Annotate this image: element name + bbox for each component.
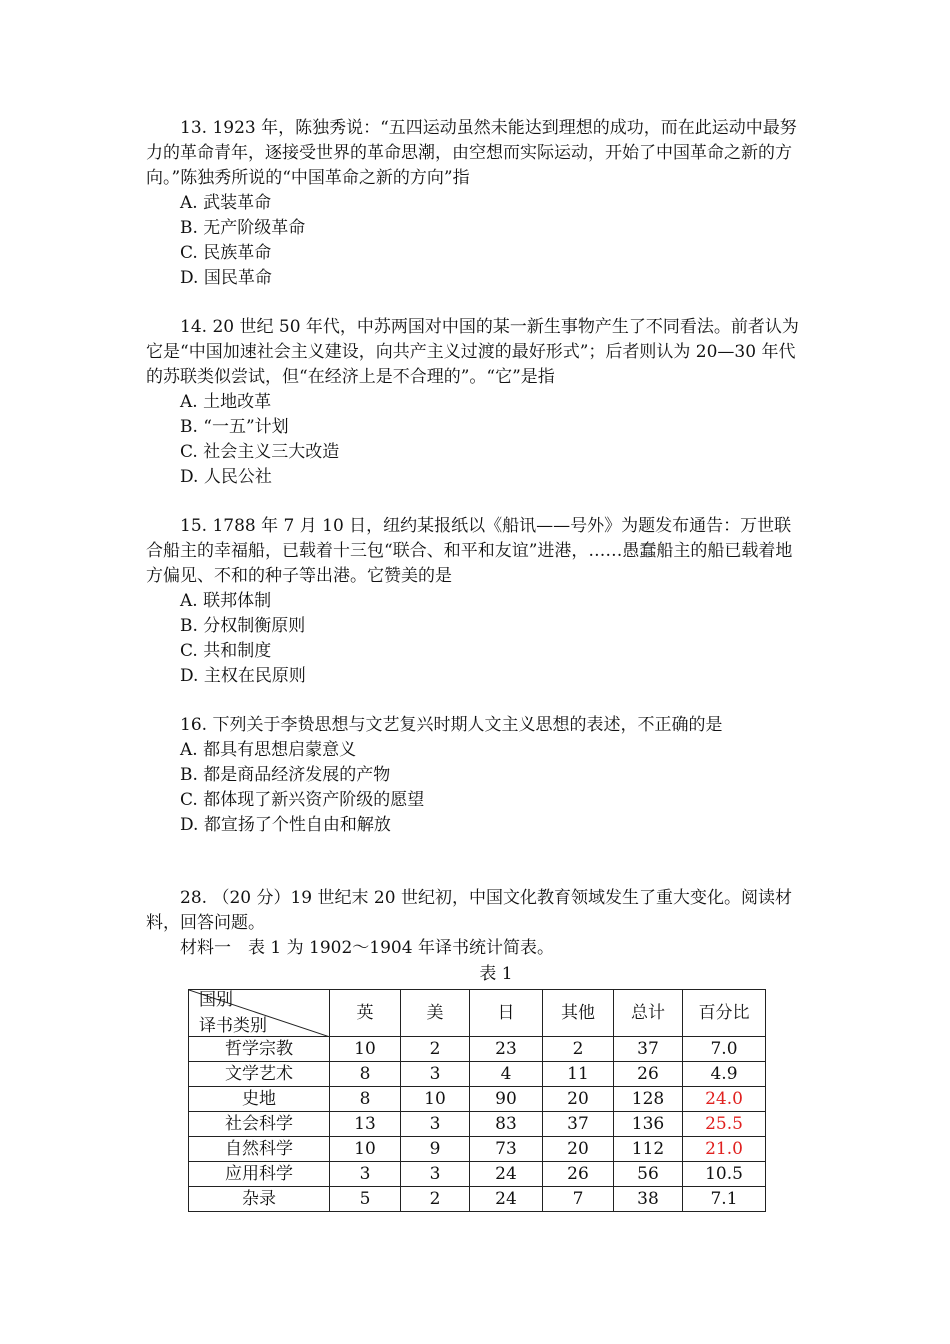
table-row [189, 1062, 766, 1087]
table-cell: 24 [470, 1162, 543, 1187]
table-cell: 13 [330, 1112, 401, 1137]
question-stem: 14. 20 世纪 50 年代，中苏两国对中国的某一新生事物产生了不同看法。前者认为它是“中国加速社会主义建设，向共产主义过渡的最好形式”；后者则认为 20—30 年代的苏联类似尝试，但“在经济上是不合理的”。“它”是指 [146, 317, 799, 387]
table-cell: 2 [543, 1037, 614, 1062]
material-one: 材料一 表 1 为 1902～1904 年译书统计简表。 [180, 938, 554, 958]
option-c: C. 共和制度 [180, 641, 272, 661]
table-cell: 26 [614, 1062, 683, 1087]
table-cell: 11 [543, 1062, 614, 1087]
table-cell: 8 [330, 1062, 401, 1087]
option-d: D. 人民公社 [180, 467, 272, 487]
table-row [189, 1187, 766, 1212]
table-cell: 3 [330, 1162, 401, 1187]
question-stem: 16. 下列关于李贽思想与文艺复兴时期人文主义思想的表述，不正确的是 [180, 715, 723, 735]
table-cell: 10.5 [683, 1162, 766, 1187]
table-cell: 2 [401, 1187, 470, 1212]
option-c: C. 都体现了新兴资产阶级的愿望 [180, 790, 425, 810]
question-14 [146, 315, 806, 490]
table-cell: 56 [614, 1162, 683, 1187]
column-header: 百分比 [683, 990, 766, 1037]
row-label: 自然科学 [189, 1137, 330, 1162]
column-header: 总计 [614, 990, 683, 1037]
row-label: 杂录 [189, 1187, 330, 1212]
question-28 [146, 886, 806, 961]
table-cell: 10 [330, 1037, 401, 1062]
option-a: A. 土地改革 [180, 392, 272, 412]
table-cell: 112 [614, 1137, 683, 1162]
table-cell: 37 [614, 1037, 683, 1062]
table-header-row [189, 990, 766, 1037]
table-cell: 3 [401, 1112, 470, 1137]
table-cell: 23 [470, 1037, 543, 1062]
table-cell: 83 [470, 1112, 543, 1137]
table-cell: 9 [401, 1137, 470, 1162]
table-cell: 4.9 [683, 1062, 766, 1087]
question-15 [146, 514, 806, 689]
table-cell: 24 [470, 1187, 543, 1212]
diagonal-header-cell [189, 990, 330, 1037]
table-row [189, 1037, 766, 1062]
row-label: 文学艺术 [189, 1062, 330, 1087]
option-b: B. 分权制衡原则 [180, 616, 306, 636]
table-cell: 10 [401, 1087, 470, 1112]
header-category: 译书类别 [199, 1016, 267, 1036]
column-header: 美 [401, 990, 470, 1037]
header-country: 国别 [199, 990, 233, 1010]
table-row [189, 1162, 766, 1187]
row-label: 应用科学 [189, 1162, 330, 1187]
column-header: 日 [470, 990, 543, 1037]
row-label: 史地 [189, 1087, 330, 1112]
table-cell: 7.0 [683, 1037, 766, 1062]
table-cell: 25.5 [683, 1112, 766, 1137]
table-cell: 2 [401, 1037, 470, 1062]
option-b: B. 都是商品经济发展的产物 [180, 765, 391, 785]
table-caption: 表 1 [479, 964, 513, 984]
table-cell: 8 [330, 1087, 401, 1112]
option-d: D. 都宣扬了个性自由和解放 [180, 815, 391, 835]
option-d: D. 国民革命 [180, 268, 272, 288]
table-cell: 21.0 [683, 1137, 766, 1162]
table-body [189, 1037, 766, 1212]
translation-stats-table [188, 989, 766, 1212]
table-cell: 128 [614, 1087, 683, 1112]
table-row [189, 1087, 766, 1112]
table-cell: 3 [401, 1062, 470, 1087]
table-cell: 73 [470, 1137, 543, 1162]
option-c: C. 民族革命 [180, 243, 272, 263]
table-cell: 4 [470, 1062, 543, 1087]
option-c: C. 社会主义三大改造 [180, 442, 340, 462]
option-a: A. 联邦体制 [180, 591, 272, 611]
table-cell: 7.1 [683, 1187, 766, 1212]
option-a: A. 都具有思想启蒙意义 [180, 740, 357, 760]
table-cell: 136 [614, 1112, 683, 1137]
table-cell: 20 [543, 1137, 614, 1162]
table-row [189, 1112, 766, 1137]
row-label: 社会科学 [189, 1112, 330, 1137]
option-d: D. 主权在民原则 [180, 666, 306, 686]
table-cell: 7 [543, 1187, 614, 1212]
question-13 [146, 116, 806, 291]
question-stem: 13. 1923 年，陈独秀说：“五四运动虽然未能达到理想的成功，而在此运动中最努力的革命青年，逐接受世界的革命思潮，由空想而实际运动，开始了中国革命之新的方向。”陈独秀所说的“中国革命之新的方向”指 [146, 118, 797, 188]
table-cell: 24.0 [683, 1087, 766, 1112]
table-cell: 5 [330, 1187, 401, 1212]
option-a: A. 武装革命 [180, 193, 272, 213]
question-16 [146, 713, 806, 838]
column-header: 其他 [543, 990, 614, 1037]
question-stem: 28. （20 分）19 世纪末 20 世纪初，中国文化教育领域发生了重大变化。阅读材料，回答问题。 [146, 888, 792, 933]
option-b: B. 无产阶级革命 [180, 218, 306, 238]
table-cell: 20 [543, 1087, 614, 1112]
table-cell: 90 [470, 1087, 543, 1112]
table-cell: 37 [543, 1112, 614, 1137]
table-cell: 26 [543, 1162, 614, 1187]
table-cell: 10 [330, 1137, 401, 1162]
option-b: B. “一五”计划 [180, 417, 289, 437]
column-header: 英 [330, 990, 401, 1037]
table-cell: 38 [614, 1187, 683, 1212]
table-row [189, 1137, 766, 1162]
row-label: 哲学宗教 [189, 1037, 330, 1062]
table-cell: 3 [401, 1162, 470, 1187]
question-stem: 15. 1788 年 7 月 10 日，纽约某报纸以《船讯——号外》为题发布通告：万世联合船主的幸福船，已载着十三包“联合、和平和友谊”进港，……愚蠢船主的船已载着地方偏见、不和的种子等出港。它赞美的是 [146, 516, 793, 586]
